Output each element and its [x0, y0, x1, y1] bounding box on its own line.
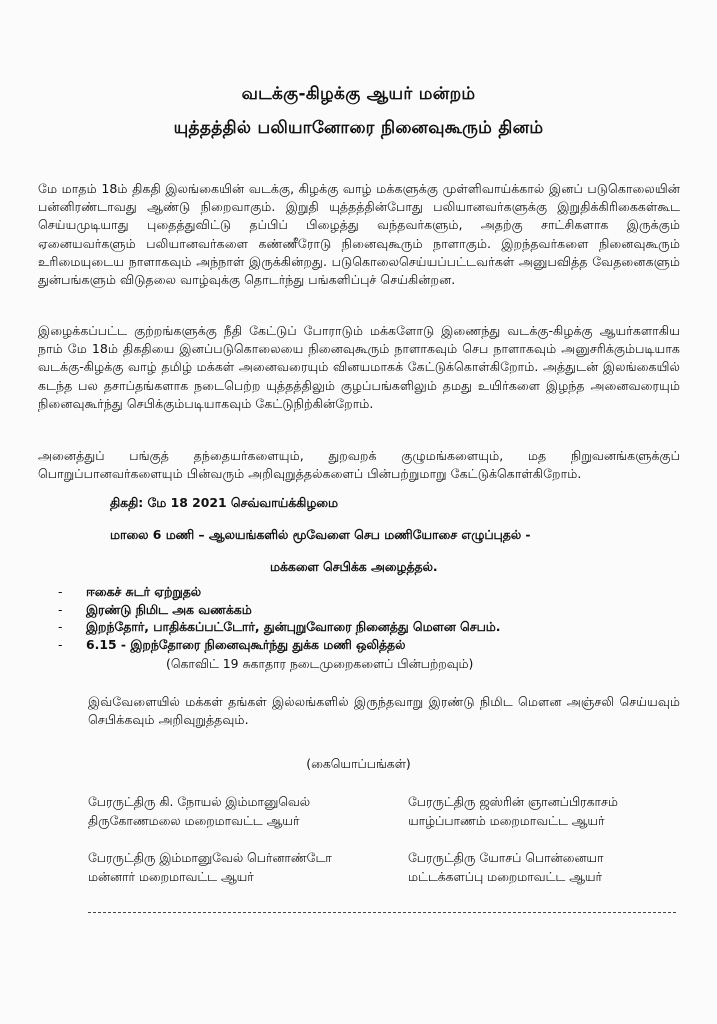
list-item	[58, 637, 500, 655]
signature-name: பேரருட்திரு இம்மானுவேல் பெர்னாண்டோ	[88, 850, 332, 865]
signature-block	[88, 792, 310, 830]
signature-block	[408, 848, 603, 886]
list-item	[58, 602, 500, 620]
list-dash: -	[58, 636, 63, 652]
signatures-label: (கையொப்பங்கள்)	[306, 756, 411, 771]
schedule-prayer-bell-cont: மக்களை செபிக்க அழைத்தல்.	[270, 559, 438, 574]
signature-title: மட்டக்களப்பு மறைமாவட்ட ஆயர்	[408, 869, 602, 884]
list-item	[58, 619, 500, 637]
paragraph-appeal: இழைக்கப்பட்ட குற்றங்களுக்கு நீதி கேட்டுப் போராடும் மக்களோடு இணைந்து வடக்கு-கிழக்கு ஆயர்களாகிய நாம் மே 18ம் திகதியை இனப்படுகொலையை நினைவுகூரும் நாளாகவும் செப நாளாகவும் அனுசரிக்கும்படியாக வடக்கு-கிழக்கு வாழ் தமிழ் மக்கள் அனைவரையும் வினயமாகக் கேட்டுக்கொள்கிறோம். அத்துடன் இலங்கையில் கடந்த பல தசாப்தங்களாக நடைபெற்ற யுத்தத்திலும் குழப்பங்களிலும் தமது உயிர்களை இழந்த அனைவரையும் நினைவுகூர்ந்து செபிக்கும்படியாகவும் கேட்டுநிற்கின்றோம்.	[38, 323, 680, 411]
document-title: வடக்கு-கிழக்கு ஆயர் மன்றம்	[241, 84, 476, 104]
list-item-text: இறந்தோர், பாதிக்கப்பட்டோர், துன்புறுவோரை நினைத்து மௌன செபம்.	[86, 619, 501, 634]
schedule-prayer-bell: மாலை 6 மணி – ஆலயங்களில் மூவேளை செப மணியோசை எழுப்புதல் -	[110, 527, 531, 542]
signature-title: திருகோணமலை மறைமாவட்ட ஆயர்	[88, 813, 300, 828]
signature-name: பேரருட்திரு ஜஸ்ரின் ஞானப்பிரகாசம்	[408, 794, 618, 809]
schedule-list	[58, 584, 500, 654]
list-dash: -	[58, 601, 63, 617]
list-dash: -	[58, 619, 63, 634]
signature-name: பேரருட்திரு யோசப் பொன்னையா	[408, 850, 604, 865]
dashed-divider	[88, 912, 676, 913]
paragraph-silence: இவ்வேளையில் மக்கள் தங்கள் இல்லங்களில் இருந்தவாறு இரண்டு நிமிட மௌன அஞ்சலி செய்யவும் செபிக்கவும் அறிவுறுத்தவும்.	[88, 694, 680, 728]
list-item-text: இரண்டு நிமிட அக வணக்கம்	[86, 601, 252, 617]
paragraph-instructions: அனைத்துப் பங்குத் தந்தையர்களையும், துறவறக் குழுமங்களையும், மத நிறுவனங்களுக்குப் பொறுப்பானவர்களையும் பின்வரும் அறிவுறுத்தல்களைப் பின்பற்றுமாறு கேட்டுக்கொள்கிறோம்.	[38, 448, 680, 482]
covid-note: (கொவிட் 19 சுகாதார நடைமுறைகளைப் பின்பற்றவும்)	[166, 656, 474, 671]
paragraph-intro: மே மாதம் 18ம் திகதி இலங்கையின் வடக்கு, கிழக்கு வாழ் மக்களுக்கு முள்ளிவாய்க்கால் இனப் படுகொலையின் பன்னிரண்டாவது ஆண்டு நிறைவாகும். இறுதி யுத்தத்தின்போது பலியானவர்களுக்கு இறுதிக்கிரிகைகள்கூட செய்யமுடியாது புதைத்துவிட்டு தப்பிப் பிழைத்து வந்தவர்களும், அதற்கு சாட்சிகளாக இருக்கும் ஏனையவர்களும் பலியானவர்களை கண்ணீரோடு நினைவுகூரும் நாளாகும். இறந்தவர்களை நினைவுகூரும் உரிமையுடைய நாளாகவும் அந்நாள் இருக்கின்றது. படுகொலைசெய்யப்பட்டவர்கள் அனுபவித்த வேதனைகளும் துன்பங்களும் விடுதலை வாழ்வுக்கு தொடர்ந்து பங்களிப்புச் செய்கின்றன.	[38, 181, 680, 288]
list-dash: -	[58, 584, 63, 599]
document-subtitle: யுத்தத்தில் பலியானோரை நினைவுகூரும் தினம்	[173, 118, 544, 138]
list-item-text: 6.15 - இறந்தோரை நினைவுகூர்ந்து துக்க மணி ஒலித்தல்	[86, 636, 406, 652]
list-item	[58, 584, 500, 602]
signature-block	[88, 848, 332, 886]
schedule-date: திகதி: மே 18 2021 செவ்வாய்க்கிழமை	[110, 495, 338, 510]
list-item-text: ஈகைச் சுடர் ஏற்றுதல்	[86, 584, 202, 599]
signature-block	[408, 792, 618, 830]
signature-title: மன்னார் மறைமாவட்ட ஆயர்	[88, 869, 254, 884]
signature-name: பேரருட்திரு கி. நோயல் இம்மானுவெல்	[88, 794, 311, 809]
signature-title: யாழ்ப்பாணம் மறைமாவட்ட ஆயர்	[408, 813, 605, 828]
